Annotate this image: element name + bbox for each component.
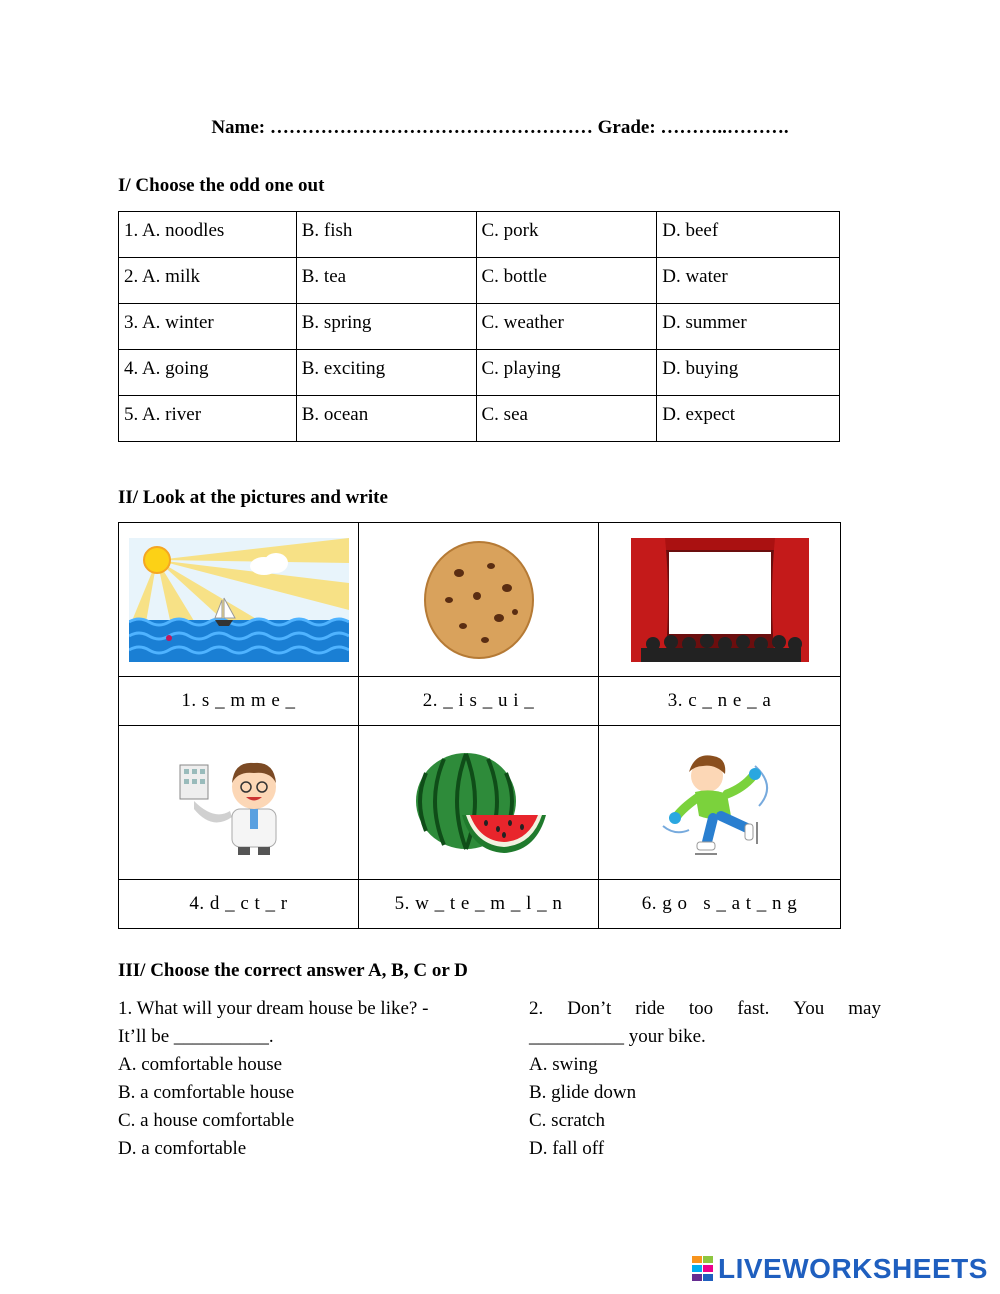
word: ride xyxy=(635,998,665,1019)
question-2-option-d[interactable]: D. fall off xyxy=(529,1138,605,1159)
question-1 xyxy=(118,995,478,1163)
picture-cell xyxy=(599,523,841,677)
doctor-picture xyxy=(174,751,304,855)
option-cell[interactable]: D. summer xyxy=(657,304,840,350)
table-row xyxy=(119,396,840,442)
word-blank-5[interactable]: 5. w _ t e _ m _ l _ n xyxy=(359,880,599,929)
option-cell[interactable]: C. bottle xyxy=(476,258,657,304)
option-cell[interactable]: D. beef xyxy=(657,212,840,258)
picture-row xyxy=(119,726,841,880)
option-cell[interactable]: C. sea xyxy=(476,396,657,442)
question-1-text: 1. What will your dream house be like? - xyxy=(118,998,429,1019)
question-2 xyxy=(529,995,881,1163)
section-1-title: I/ Choose the odd one out xyxy=(118,175,325,196)
table-row xyxy=(119,258,840,304)
picture-table xyxy=(118,522,841,929)
word: too xyxy=(688,998,714,1019)
sunny-sea-picture xyxy=(129,538,349,662)
option-cell[interactable]: D. expect xyxy=(657,396,840,442)
option-cell[interactable]: B. ocean xyxy=(296,396,476,442)
question-2-option-b[interactable]: B. glide down xyxy=(529,1082,637,1103)
option-cell[interactable]: B. spring xyxy=(296,304,476,350)
option-cell[interactable]: 2. A. milk xyxy=(119,258,297,304)
table-row xyxy=(119,304,840,350)
label-row xyxy=(119,880,841,929)
option-cell[interactable]: 5. A. river xyxy=(119,396,297,442)
odd-one-out-table xyxy=(118,211,840,442)
word: may xyxy=(848,998,881,1019)
option-cell[interactable]: D. buying xyxy=(657,350,840,396)
table-row xyxy=(119,212,840,258)
picture-cell xyxy=(119,523,359,677)
picture-cell xyxy=(599,726,841,880)
cookie-picture xyxy=(419,538,539,662)
picture-cell xyxy=(119,726,359,880)
question-2-text xyxy=(529,995,881,1023)
picture-cell xyxy=(359,523,599,677)
word: fast. xyxy=(737,998,770,1019)
word-blank-4[interactable]: 4. d _ c t _ r xyxy=(119,880,359,929)
logo-text: LIVEWORKSHEETS xyxy=(718,1253,988,1284)
question-2-option-a[interactable]: A. swing xyxy=(529,1054,598,1075)
question-1-option-d[interactable]: D. a comfortable xyxy=(118,1138,247,1159)
option-cell[interactable]: C. playing xyxy=(476,350,657,396)
option-cell[interactable]: B. tea xyxy=(296,258,476,304)
word: Don’t xyxy=(567,998,612,1019)
option-cell[interactable]: C. pork xyxy=(476,212,657,258)
word-blank-2[interactable]: 2. _ i s _ u i _ xyxy=(359,677,599,726)
option-cell[interactable]: 1. A. noodles xyxy=(119,212,297,258)
question-1-option-c[interactable]: C. a house comfortable xyxy=(118,1110,295,1131)
label-row xyxy=(119,677,841,726)
question-1-option-a[interactable]: A. comfortable house xyxy=(118,1054,283,1075)
section-3-title: III/ Choose the correct answer A, B, C or D xyxy=(118,960,468,981)
option-cell[interactable]: 4. A. going xyxy=(119,350,297,396)
ice-skating-picture xyxy=(655,746,785,860)
option-cell[interactable]: B. exciting xyxy=(296,350,476,396)
word-blank-6[interactable]: 6. g o s _ a t _ n g xyxy=(599,880,841,929)
cinema-picture xyxy=(631,538,809,662)
option-cell[interactable]: 3. A. winter xyxy=(119,304,297,350)
picture-cell xyxy=(359,726,599,880)
question-2-blank: __________ your bike. xyxy=(529,1026,706,1047)
question-2-option-c[interactable]: C. scratch xyxy=(529,1110,605,1131)
name-grade-line: Name: …………………………………………… Grade: ………..………. xyxy=(211,117,789,138)
question-1-blank: It’ll be __________. xyxy=(118,1026,274,1047)
word-blank-3[interactable]: 3. c _ n e _ a xyxy=(599,677,841,726)
watermelon-picture xyxy=(404,751,554,855)
option-cell[interactable]: D. water xyxy=(657,258,840,304)
question-1-option-b[interactable]: B. a comfortable house xyxy=(118,1082,295,1103)
word-blank-1[interactable]: 1. s _ m m e _ xyxy=(119,677,359,726)
word: 2. xyxy=(529,998,544,1019)
word: You xyxy=(793,998,825,1019)
logo-icon xyxy=(692,1256,714,1282)
picture-row xyxy=(119,523,841,677)
option-cell[interactable]: C. weather xyxy=(476,304,657,350)
table-row xyxy=(119,350,840,396)
liveworksheets-logo xyxy=(692,1253,988,1285)
option-cell[interactable]: B. fish xyxy=(296,212,476,258)
section-2-title: II/ Look at the pictures and write xyxy=(118,487,388,508)
